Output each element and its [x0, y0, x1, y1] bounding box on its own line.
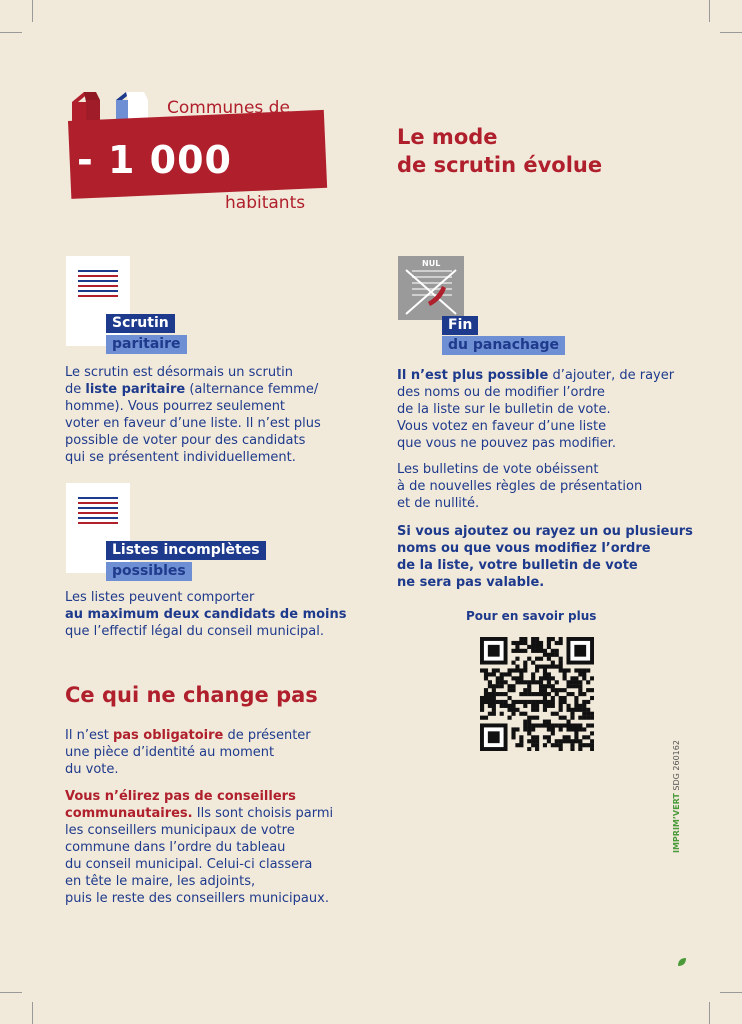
crop-mark — [709, 0, 710, 22]
crop-mark — [32, 0, 33, 22]
leaf-icon — [676, 956, 688, 968]
crop-mark — [0, 32, 22, 33]
scrutin-text: Le scrutin est désormais un scrutin de liste paritaire (alternance femme/ homme). Vous pourrez seulement voter en faveur d’une liste. Il n’est plus possible de voter pour des candidats qui se présentent individuellement. — [65, 365, 321, 465]
tag-du-panachage: du panachage — [442, 336, 565, 355]
crop-mark — [32, 1002, 33, 1024]
crop-mark — [720, 992, 742, 993]
printer-mark: IMPRIM’VERT SDG 260162 — [672, 740, 681, 853]
crop-mark — [720, 32, 742, 33]
panachage-text-2: Les bulletins de vote obéissent à de nouvelles règles de présentation et de nullité. — [397, 462, 643, 511]
tag-listes: Listes incomplètes — [106, 541, 266, 560]
crop-mark — [0, 992, 22, 993]
listes-text: Les listes peuvent comporter au maximum deux candidats de moins que l’effectif légal du conseil municipal. — [65, 590, 347, 639]
panachage-warning: Si vous ajoutez ou rayez un ou plusieurs noms ou que vous modifiez l’ordre de la liste, votre bulletin de vote ne sera pas valable. — [397, 524, 693, 590]
panachage-text-1: Il n’est plus possible d’ajouter, de rayer des noms ou de modifier l’ordre de la liste sur le bulletin de vote. Vous votez en faveur d’une liste que vous ne pouvez pas modifier. — [397, 368, 675, 451]
more-info-label: Pour en savoir plus — [466, 609, 597, 623]
tag-possibles: possibles — [106, 562, 192, 581]
page-title: Le mode de scrutin évolue — [397, 125, 603, 177]
qr-code[interactable] — [480, 637, 594, 751]
section-title-inchange: Ce qui ne change pas — [65, 683, 318, 707]
tag-scrutin: Scrutin — [106, 314, 175, 333]
inhabitants-number: - 1 000 — [77, 138, 232, 182]
habitants-label: habitants — [225, 193, 306, 213]
inchange-text-1: Il n’est pas obligatoire de présenter une pièce d’identité au moment du vote. — [65, 728, 311, 777]
ballot-label: NUL — [422, 259, 441, 268]
communes-label: Communes de — [167, 98, 290, 118]
crop-mark — [709, 1002, 710, 1024]
tag-paritaire: paritaire — [106, 335, 187, 354]
inchange-text-2: Vous n’élirez pas de conseillers communautaires. Ils sont choisis parmi les conseillers municipaux de votre commune dans l’ordre du tableau du conseil municipal. Celui-ci classera en tête le maire, les adjoints, puis le reste des conseillers municipaux. — [65, 789, 334, 906]
tag-fin: Fin — [442, 316, 478, 335]
